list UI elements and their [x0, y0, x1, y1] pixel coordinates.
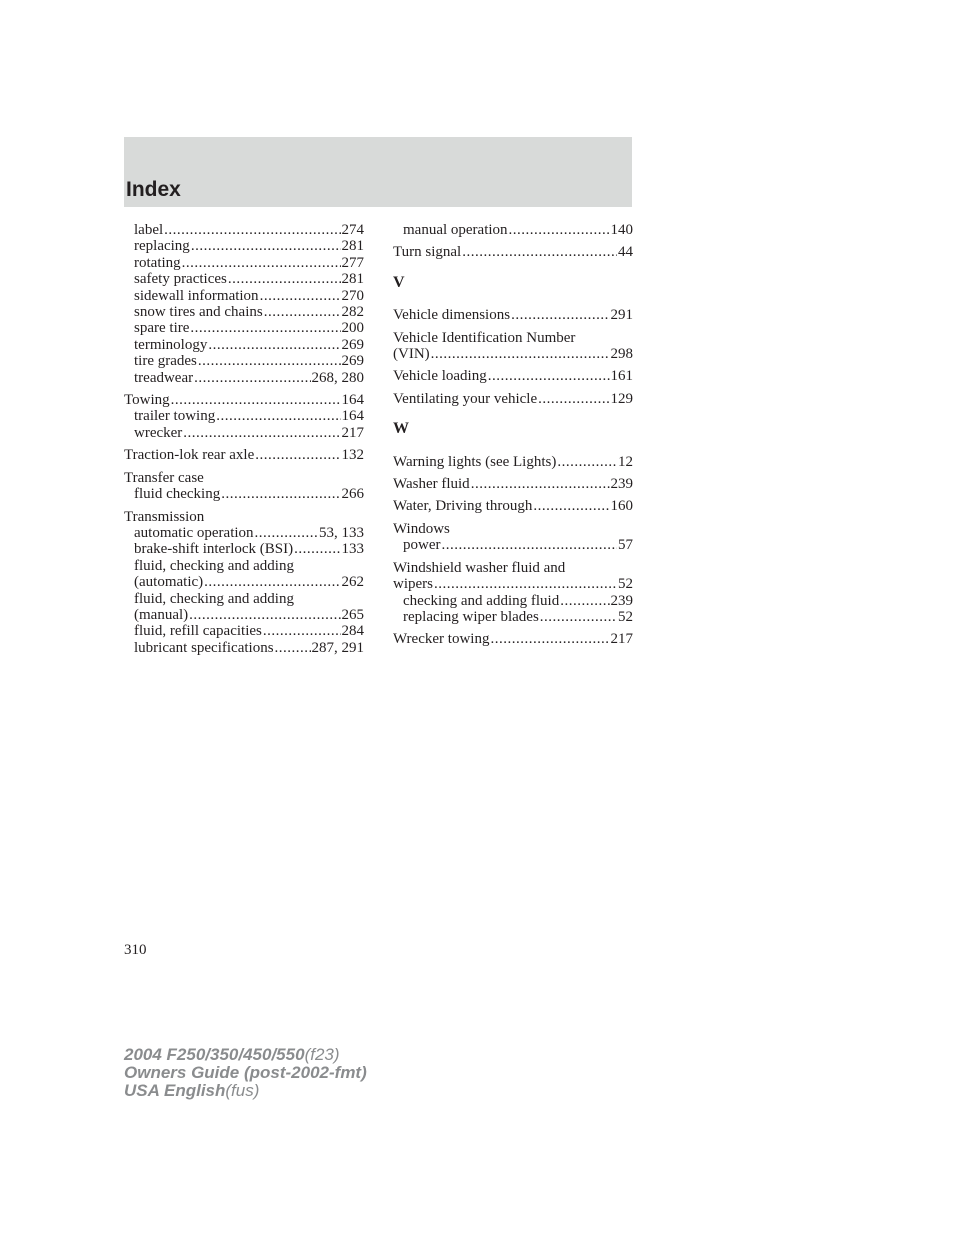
index-entry — [124, 370, 364, 386]
dot-leader — [190, 320, 340, 336]
entry-page: 44 — [618, 244, 633, 261]
index-entry — [393, 593, 633, 609]
entry-page: 200 — [341, 320, 364, 337]
entry-page: 282 — [341, 304, 364, 321]
entry-text: Water, Driving through — [393, 498, 533, 515]
footer-guide: Owners Guide (post-2002-fmt) — [124, 1063, 367, 1082]
entry-text: lubricant specifications — [134, 639, 274, 656]
page-number: 310 — [124, 942, 147, 958]
entry-text: safety practices — [134, 271, 227, 288]
entry-text: automatic operation — [134, 524, 254, 541]
dot-leader — [171, 392, 341, 408]
dot-leader — [557, 454, 617, 470]
entry-text: sidewall information — [134, 287, 259, 304]
index-entry — [393, 631, 633, 647]
index-entry — [124, 447, 364, 463]
index-entry — [124, 320, 364, 336]
index-entry — [124, 640, 364, 656]
entry-text: checking and adding fluid — [403, 592, 560, 609]
entry-text: tire grades — [134, 353, 197, 370]
entry-page: 281 — [341, 271, 364, 288]
dot-leader — [264, 304, 341, 320]
entry-page: 12 — [618, 453, 633, 470]
entry-text: fluid, refill capacities — [134, 623, 262, 640]
index-entry — [124, 425, 364, 441]
dot-leader — [540, 609, 617, 625]
page-title: Index — [126, 178, 181, 201]
entry-text: power — [403, 537, 441, 554]
dot-leader — [263, 623, 341, 639]
index-entry — [393, 609, 633, 625]
entry-page: 281 — [341, 238, 364, 255]
index-heading: fluid, checking and adding — [134, 557, 294, 574]
index-heading: Windows — [393, 520, 450, 537]
entry-text: snow tires and chains — [134, 304, 263, 321]
dot-leader — [182, 255, 341, 271]
entry-text: label — [134, 222, 164, 238]
entry-page: 53, 133 — [319, 524, 364, 541]
footer-model: 2004 F250/350/450/550 — [124, 1045, 305, 1064]
index-heading: Transfer case — [124, 469, 204, 486]
entry-page: 284 — [341, 623, 364, 640]
index-entry — [124, 337, 364, 353]
index-column-right — [393, 222, 633, 648]
index-entry — [124, 353, 364, 369]
entry-page: 132 — [341, 447, 364, 464]
entry-page: 239 — [610, 592, 633, 609]
entry-page: 277 — [341, 254, 364, 271]
entry-text: (VIN) — [393, 346, 430, 363]
entry-text: Turn signal — [393, 244, 462, 261]
index-entry — [393, 307, 633, 323]
index-entry — [124, 238, 364, 254]
entry-page: 269 — [341, 336, 364, 353]
dot-leader — [471, 476, 610, 492]
index-entry — [393, 498, 633, 514]
index-entry — [393, 576, 633, 592]
index-entry — [124, 255, 364, 271]
dot-leader — [434, 576, 617, 592]
index-entry — [393, 244, 633, 260]
index-entry — [124, 525, 364, 541]
dot-leader — [189, 607, 340, 623]
entry-text: Wrecker towing — [393, 631, 490, 648]
index-entry — [124, 222, 364, 238]
footer-language-code: (fus) — [225, 1081, 260, 1100]
entry-page: 274 — [341, 222, 364, 238]
dot-leader — [164, 222, 340, 238]
entry-text: brake-shift interlock (BSI) — [134, 541, 294, 558]
dot-leader — [198, 353, 341, 369]
entry-text: treadwear — [134, 369, 194, 386]
dot-leader — [255, 525, 318, 541]
dot-leader — [511, 307, 609, 323]
index-entry — [124, 607, 364, 623]
entry-text: wipers — [393, 576, 433, 593]
entry-page: 52 — [618, 608, 633, 625]
index-heading: Windshield washer fluid and — [393, 559, 566, 576]
entry-page: 269 — [341, 353, 364, 370]
entry-text: Vehicle loading — [393, 368, 487, 385]
entry-page: 291 — [610, 307, 633, 324]
entry-text: replacing wiper blades — [403, 608, 539, 625]
dot-leader — [431, 346, 610, 362]
entry-text: manual operation — [403, 222, 508, 238]
entry-text: Towing — [124, 392, 170, 409]
section-letter: V — [393, 273, 405, 291]
entry-page: 133 — [341, 541, 364, 558]
entry-text: wrecker — [134, 424, 183, 441]
index-entry — [393, 476, 633, 492]
index-column-left — [124, 222, 364, 656]
entry-text: Ventilating your vehicle — [393, 390, 538, 407]
entry-page: 268, 280 — [311, 369, 364, 386]
index-entry — [393, 454, 633, 470]
entry-page: 239 — [610, 476, 633, 493]
dot-leader — [204, 574, 340, 590]
index-entry — [124, 271, 364, 287]
dot-leader — [228, 271, 341, 287]
entry-page: 160 — [610, 498, 633, 515]
entry-text: rotating — [134, 254, 181, 271]
entry-page: 262 — [341, 574, 364, 591]
dot-leader — [216, 408, 340, 424]
index-entry — [124, 541, 364, 557]
index-entry — [393, 391, 633, 407]
entry-text: terminology — [134, 336, 208, 353]
entry-page: 266 — [341, 486, 364, 503]
dot-leader — [509, 222, 610, 238]
dot-leader — [560, 593, 609, 609]
entry-page: 161 — [610, 368, 633, 385]
header-band — [124, 137, 632, 207]
entry-text: Vehicle dimensions — [393, 307, 511, 324]
dot-leader — [255, 447, 340, 463]
entry-text: Washer fluid — [393, 476, 470, 493]
entry-page: 140 — [610, 222, 633, 238]
dot-leader — [208, 337, 340, 353]
dot-leader — [488, 368, 610, 384]
entry-page: 52 — [618, 576, 633, 593]
entry-page: 164 — [341, 392, 364, 409]
index-entry — [393, 368, 633, 384]
dot-leader — [490, 631, 609, 647]
entry-text: fluid checking — [134, 486, 221, 503]
entry-text: (manual) — [134, 606, 189, 623]
dot-leader — [194, 370, 310, 386]
index-heading: Vehicle Identification Number — [393, 329, 576, 346]
footer-language: USA English — [124, 1081, 226, 1100]
entry-page: 270 — [341, 287, 364, 304]
index-entry — [124, 392, 364, 408]
entry-text: Traction-lok rear axle — [124, 447, 255, 464]
entry-text: spare tire — [134, 320, 190, 337]
index-entry — [124, 288, 364, 304]
dot-leader — [533, 498, 609, 514]
entry-text: (automatic) — [134, 574, 204, 591]
dot-leader — [294, 541, 340, 557]
dot-leader — [275, 640, 311, 656]
index-entry — [393, 537, 633, 553]
footer-model-code: (f23) — [304, 1045, 340, 1064]
entry-text: trailer towing — [134, 408, 216, 425]
index-entry — [124, 486, 364, 502]
entry-page: 298 — [610, 346, 633, 363]
dot-leader — [538, 391, 609, 407]
entry-page: 265 — [341, 606, 364, 623]
entry-page: 287, 291 — [311, 639, 364, 656]
entry-page: 57 — [618, 537, 633, 554]
index-heading: Transmission — [124, 508, 205, 525]
index-entry — [124, 408, 364, 424]
index-entry — [393, 346, 633, 362]
index-entry — [393, 222, 633, 238]
entry-text: Warning lights (see Lights) — [393, 453, 557, 470]
entry-text: replacing — [134, 238, 190, 255]
dot-leader — [260, 288, 341, 304]
index-entry — [124, 304, 364, 320]
dot-leader — [191, 238, 341, 254]
entry-page: 217 — [610, 631, 633, 648]
index-heading: fluid, checking and adding — [134, 590, 294, 607]
dot-leader — [462, 244, 617, 260]
entry-page: 129 — [610, 390, 633, 407]
dot-leader — [221, 486, 340, 502]
index-entry — [124, 623, 364, 639]
section-letter: W — [393, 420, 409, 438]
footer — [124, 1046, 367, 1100]
index-entry — [124, 574, 364, 590]
dot-leader — [183, 425, 340, 441]
entry-page: 217 — [341, 424, 364, 441]
entry-page: 164 — [341, 408, 364, 425]
dot-leader — [442, 537, 618, 553]
